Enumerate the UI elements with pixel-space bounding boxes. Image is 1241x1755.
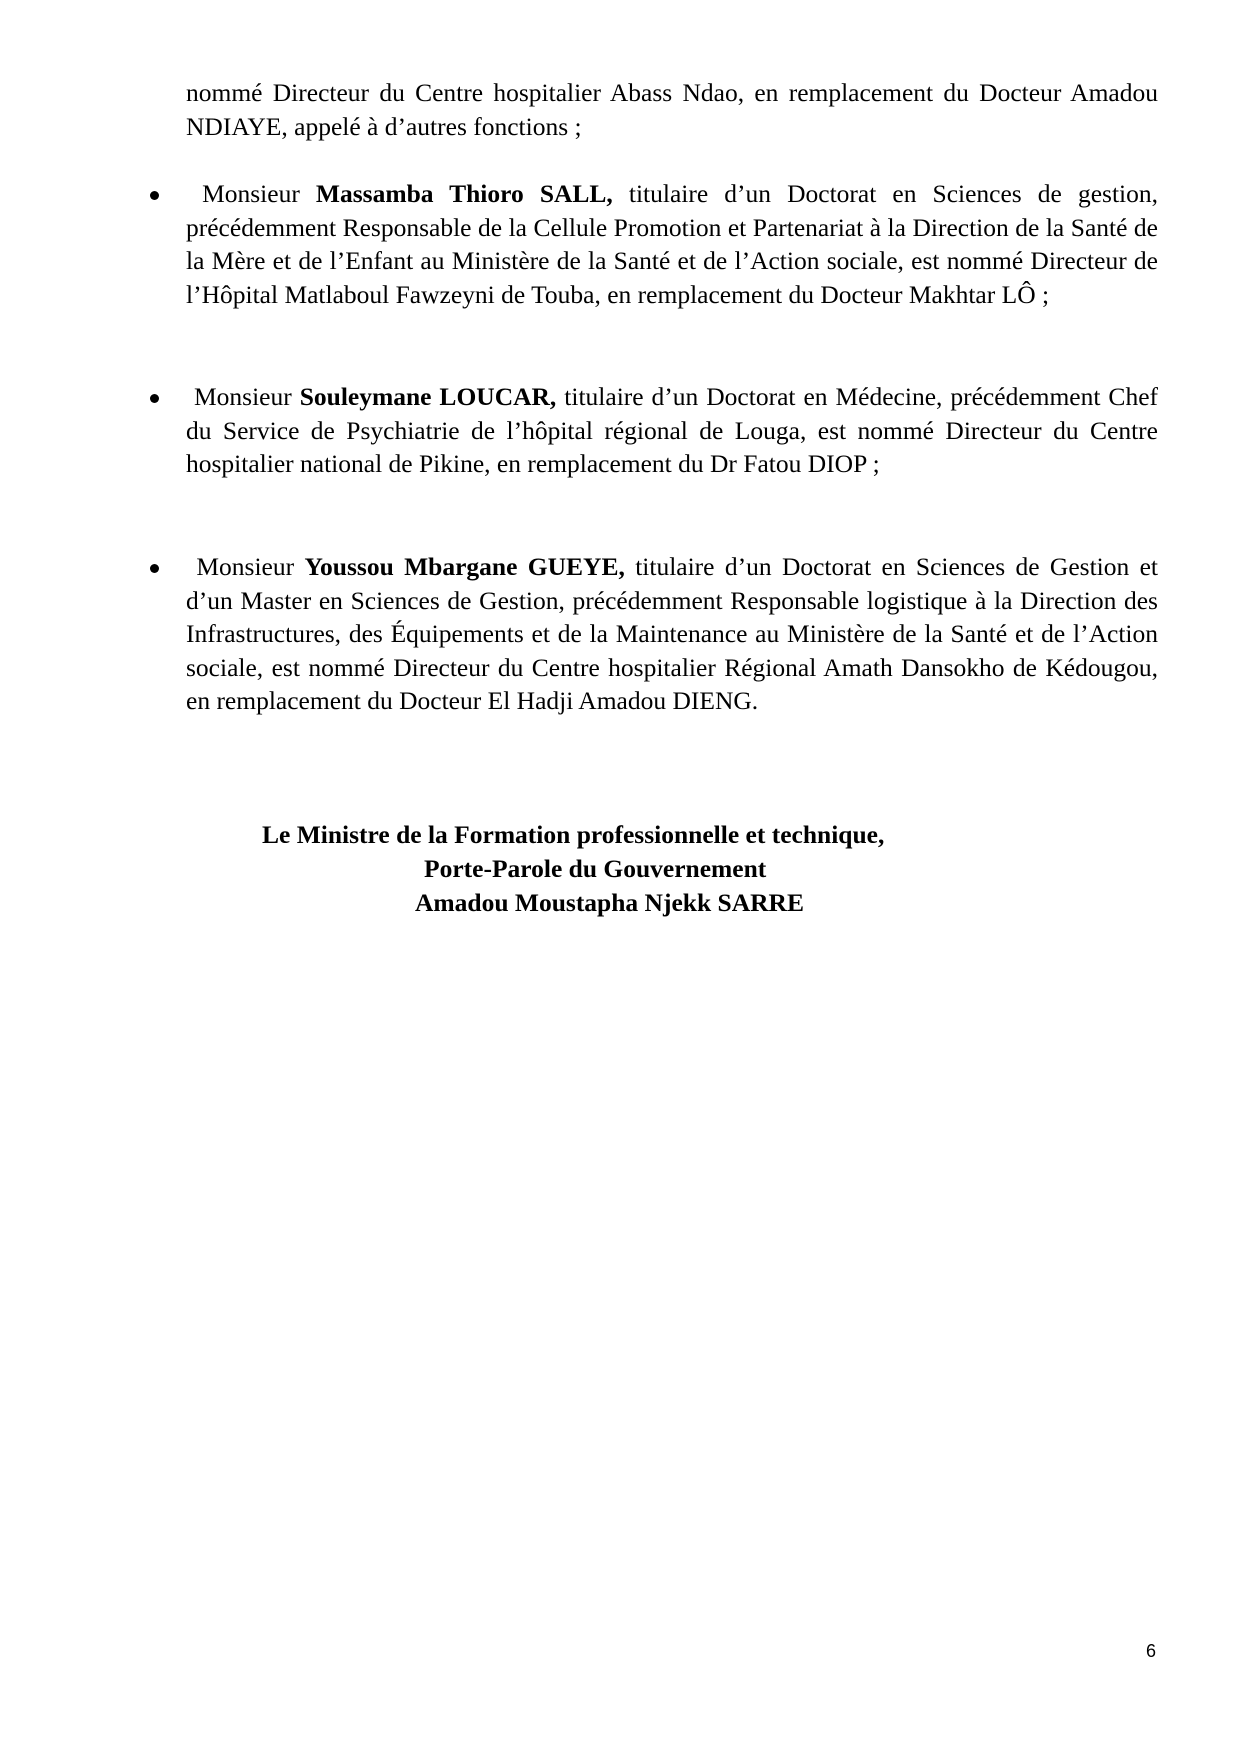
bullet-icon: [150, 564, 164, 578]
signature-title: Le Ministre de la Formation professionnelle et technique,: [262, 820, 885, 849]
signature-role: Porte-Parole du Gouvernement: [424, 854, 767, 883]
signature-name: Amadou Moustapha Njekk SARRE: [415, 888, 804, 917]
appointee-name: Souleymane LOUCAR,: [299, 382, 557, 411]
item-text: titulaire d’un Doctorat en Sciences de gestion, précédemment Responsable de la Cellule Promotion et Partenariat à la Direction de la Santé de la Mère et de l’Enfant au Ministère de la Santé et de l’Action sociale, est nommé Directeur de l’Hôpital Matlaboul Fawzeyni de Touba, en remplacement du Docteur Makhtar LÔ ;: [186, 179, 1158, 309]
item-text: titulaire d’un Doctorat en Médecine, précédemment Chef du Service de Psychiatrie de l’hôpital régional de Louga, est nommé Directeur du Centre hospitalier national de Pikine, en remplacement du Dr Fatou DIOP ;: [186, 382, 1158, 479]
item-prefix: Monsieur: [193, 382, 300, 411]
page-number: 6: [1146, 1641, 1157, 1661]
intro-text: nommé Directeur du Centre hospitalier Abass Ndao, en remplacement du Docteur Amadou NDIAYE, appelé à d’autres fonctions ;: [186, 78, 1158, 141]
bullet-icon: [150, 394, 164, 408]
item-prefix: Monsieur: [202, 179, 316, 208]
item-text: titulaire d’un Doctorat en Sciences de Gestion et d’un Master en Sciences de Gestion, précédemment Responsable logistique à la Direction des Infrastructures, des Équipements et de la Maintenance au Ministère de la Santé et de l’Action sociale, est nommé Directeur du Centre hospitalier Régional Amath Dansokho de Kédougou, en remplacement du Docteur El Hadji Amadou DIENG.: [186, 552, 1158, 716]
appointment-item: [186, 380, 1158, 481]
bullet-icon: [150, 191, 164, 205]
intro-paragraph: [186, 76, 1158, 143]
appointee-name: Massamba Thioro SALL,: [315, 179, 613, 208]
appointee-name: Youssou Mbargane GUEYE,: [304, 552, 625, 581]
appointment-item: [186, 550, 1158, 718]
item-prefix: Monsieur: [196, 552, 305, 581]
appointment-item: [186, 177, 1158, 311]
